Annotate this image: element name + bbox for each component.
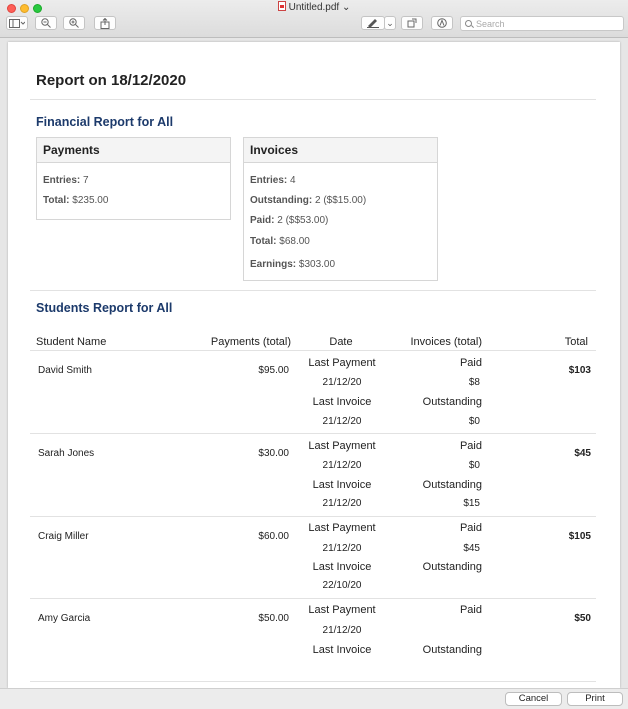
last-invoice-label: Last Invoice [312, 644, 372, 656]
rotate-icon [407, 18, 418, 28]
payments-total: Total: $235.00 [43, 195, 109, 206]
column-header-total: Total [564, 336, 588, 348]
payments-card [36, 137, 231, 220]
student-total: $50 [574, 613, 591, 624]
last-invoice-date: 21/12/20 [322, 416, 362, 427]
last-invoice-date: 21/12/20 [322, 498, 362, 509]
print-dialog-bar [0, 688, 628, 709]
window-titlebar [0, 0, 628, 38]
student-payments: $60.00 [258, 531, 289, 542]
invoices-outstanding: Outstanding: 2 ($$15.00) [250, 195, 367, 206]
document-page [8, 42, 620, 688]
paid-label: Paid [459, 522, 482, 534]
student-total: $45 [574, 448, 591, 459]
outstanding-label: Outstanding [422, 561, 482, 573]
column-header-student-name: Student Name [36, 336, 107, 348]
outstanding-value: $15 [463, 498, 480, 509]
divider [30, 290, 596, 291]
zoom-out-button[interactable] [35, 16, 57, 30]
zoom-in-button[interactable] [63, 16, 85, 30]
chevron-down-icon: ⌄ [341, 2, 351, 13]
invoices-entries: Entries: 4 [250, 175, 296, 186]
paid-label: Paid [459, 440, 482, 452]
paid-value: $45 [463, 543, 480, 554]
report-title: Report on 18/12/2020 [36, 72, 187, 89]
share-button[interactable] [94, 16, 116, 30]
last-payment-date: 21/12/20 [322, 543, 362, 554]
paid-label: Paid [459, 357, 482, 369]
last-invoice-label: Last Invoice [312, 396, 372, 408]
last-payment-date: 21/12/20 [322, 460, 362, 471]
student-name: Sarah Jones [38, 448, 95, 459]
last-payment-date: 21/12/20 [322, 625, 362, 636]
student-name: David Smith [38, 365, 92, 376]
table-header-divider [30, 350, 596, 351]
rotate-button[interactable] [401, 16, 423, 30]
markup-icon [437, 18, 447, 28]
markup-pen-button[interactable] [361, 16, 385, 30]
cancel-button[interactable]: Cancel [505, 692, 562, 706]
zoom-in-icon [69, 18, 79, 28]
outstanding-label: Outstanding [422, 644, 482, 656]
sidebar-icon [9, 19, 25, 28]
financial-section-title: Financial Report for All [36, 115, 174, 129]
last-payment-label: Last Payment [308, 440, 376, 452]
students-section-title: Students Report for All [36, 301, 173, 315]
markup-menu-button[interactable] [384, 16, 396, 30]
divider [30, 99, 596, 100]
row-divider [30, 516, 596, 517]
sidebar-toggle-button[interactable] [6, 16, 28, 30]
outstanding-label: Outstanding [422, 479, 482, 491]
chevron-down-icon: ⌄ [386, 17, 394, 28]
row-divider [30, 681, 596, 682]
invoices-paid: Paid: 2 ($$53.00) [250, 215, 329, 226]
print-button[interactable]: Print [567, 692, 623, 706]
paid-label: Paid [459, 604, 482, 616]
column-header-payments: Payments (total) [210, 336, 291, 348]
paid-value: $8 [468, 377, 480, 388]
last-invoice-label: Last Invoice [312, 479, 372, 491]
student-payments: $50.00 [258, 613, 289, 624]
payments-card-title: Payments [37, 138, 230, 163]
search-input[interactable] [460, 16, 624, 31]
payments-entries: Entries: 7 [43, 175, 89, 186]
student-total: $103 [568, 365, 591, 376]
student-payments: $95.00 [258, 365, 289, 376]
last-payment-label: Last Payment [308, 522, 376, 534]
outstanding-value: $0 [468, 416, 480, 427]
student-name: Craig Miller [38, 531, 89, 542]
paid-value: $0 [468, 460, 480, 471]
column-header-invoices: Invoices (total) [410, 336, 482, 348]
window-title-text: Untitled.pdf [288, 2, 340, 13]
row-divider [30, 433, 596, 434]
last-payment-date: 21/12/20 [322, 377, 362, 388]
column-header-date: Date [329, 336, 353, 348]
invoices-total: Total: $68.00 [250, 236, 310, 247]
last-invoice-date: 22/10/20 [322, 580, 362, 591]
student-total: $105 [568, 531, 591, 542]
annotate-button[interactable] [431, 16, 453, 30]
invoices-earnings: Earnings: $303.00 [250, 259, 336, 270]
search-icon [465, 20, 472, 27]
student-name: Amy Garcia [38, 613, 91, 624]
outstanding-label: Outstanding [422, 396, 482, 408]
row-divider [30, 598, 596, 599]
last-invoice-label: Last Invoice [312, 561, 372, 573]
zoom-out-icon [41, 18, 51, 28]
search-placeholder: Search [476, 18, 505, 29]
share-icon [100, 18, 110, 29]
last-payment-label: Last Payment [308, 357, 376, 369]
student-payments: $30.00 [258, 448, 289, 459]
last-payment-label: Last Payment [308, 604, 376, 616]
window-title[interactable] [0, 1, 628, 13]
invoices-card-title: Invoices [244, 138, 437, 163]
invoices-card [243, 137, 438, 281]
pdf-file-icon [278, 1, 286, 11]
pen-icon [367, 18, 379, 28]
